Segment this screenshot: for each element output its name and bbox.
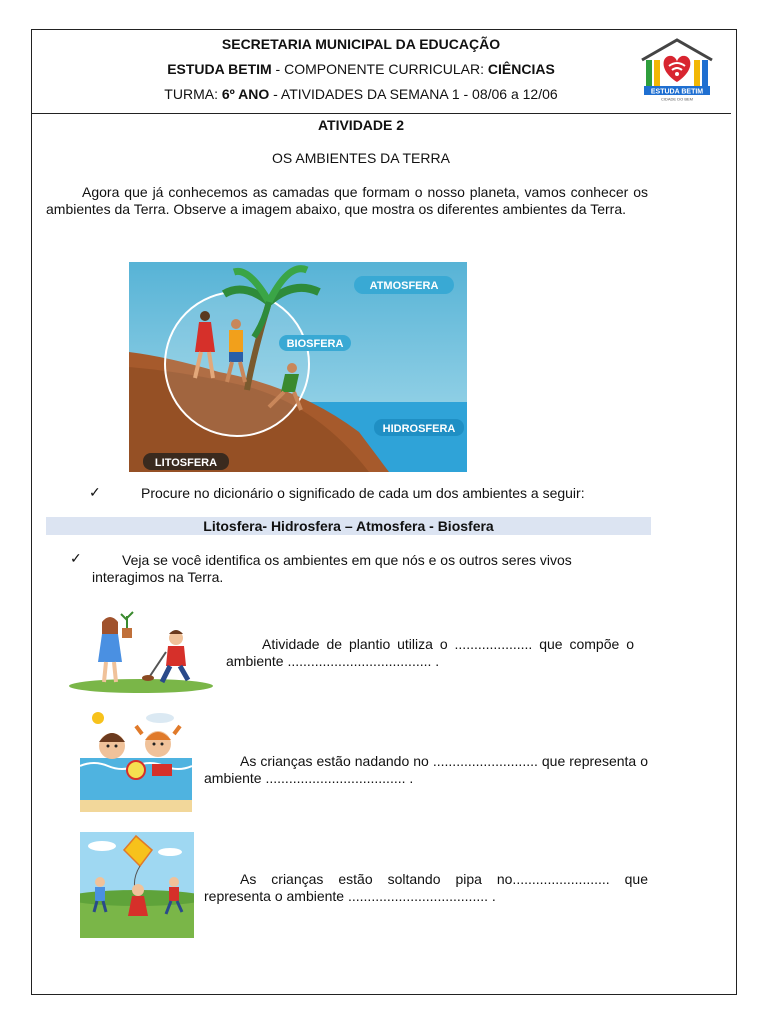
header-secretaria: SECRETARIA MUNICIPAL DA EDUCAÇÃO	[221, 36, 501, 52]
label-hidrosfera: HIDROSFERA	[382, 423, 456, 435]
header-divider	[31, 113, 731, 114]
instruction-identify: Veja se você identifica os ambientes em que nós e os outros seres vivos interagimos na Terra.	[92, 552, 572, 585]
header-component-label: - COMPONENTE CURRICULAR:	[271, 61, 488, 77]
label-atmosfera: ATMOSFERA	[369, 280, 439, 292]
check-icon: ✓	[89, 484, 101, 500]
kite-children-illustration	[80, 832, 194, 938]
logo-subtext: CIDADE DO BEM	[660, 96, 694, 102]
header-grade: 6º ANO	[221, 86, 270, 102]
planting-children-illustration	[66, 602, 216, 694]
logo-text: ESTUDA BETIM	[650, 88, 704, 96]
earth-environments-figure	[129, 262, 467, 472]
activity-number: ATIVIDADE 2	[317, 117, 405, 133]
swimming-children-illustration	[80, 708, 192, 812]
label-litosfera: LITOSFERA	[154, 457, 218, 469]
header-component	[31, 61, 691, 77]
estuda-betim-logo	[636, 36, 718, 102]
terms-band: Litosfera- Hidrosfera – Atmosfera - Biosfera	[46, 517, 651, 535]
question-swimming: As crianças estão nadando no ........................... que representa o ambiente .................................... .	[204, 753, 648, 786]
activity-title: OS AMBIENTES DA TERRA	[272, 150, 450, 166]
header-class	[31, 86, 694, 102]
label-biosfera: BIOSFERA	[286, 338, 344, 350]
header-week: - ATIVIDADES DA SEMANA 1 - 08/06 a 12/06	[269, 86, 558, 102]
header-class-label: TURMA:	[164, 86, 222, 102]
question-planting: Atividade de plantio utiliza o .................... que compõe o ambiente ..................................... .	[226, 636, 634, 669]
question-kite: As crianças estão soltando pipa no......................... que representa o ambiente .................................... .	[204, 871, 648, 904]
check-icon: ✓	[70, 550, 82, 566]
instruction-dictionary: Procure no dicionário o significado de cada um dos ambientes a seguir:	[141, 485, 585, 501]
header-estuda-betim: ESTUDA BETIM	[167, 61, 272, 77]
header-subject: CIÊNCIAS	[487, 61, 555, 77]
intro-paragraph: Agora que já conhecemos as camadas que formam o nosso planeta, vamos conhecer os ambientes da Terra. Observe a imagem abaixo, que mostra os diferentes ambientes da Terra.	[46, 184, 648, 217]
